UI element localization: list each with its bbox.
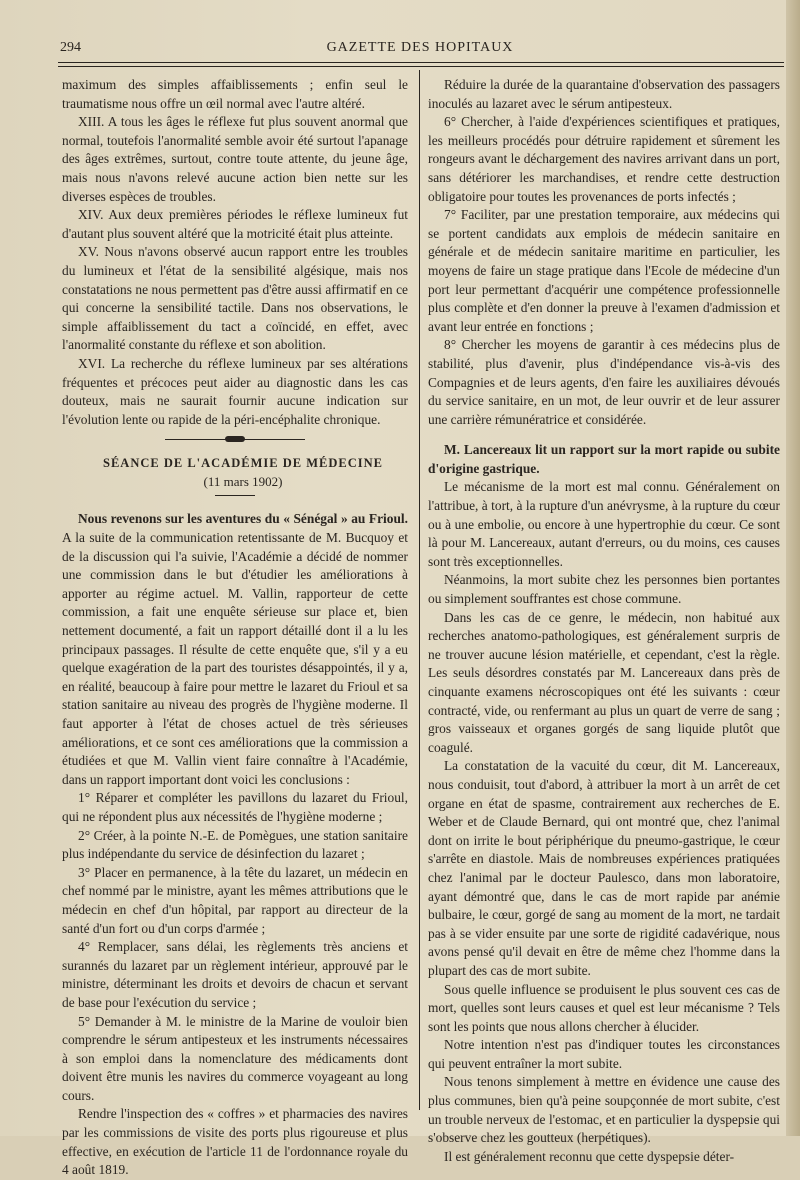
report-lead: M. Lancereaux lit un rapport sur la mort rapide ou subite d'origine gastrique. [428, 442, 780, 476]
conclusion-item: 3° Placer en permanence, à la tête du lazaret, un médecin en chef nommé par le ministre, ayant les mêmes attributions que le médecin en chef d'un hôpital, par rapport au directeur de la santé d'un fort ou d'un corps d'armée ; [62, 864, 408, 936]
conclusion-item: 2° Créer, à la pointe N.-E. de Pomègues, une station sanitaire plus indépendante du service de désinfection du lazaret ; [62, 827, 408, 862]
conclusion-item: 1° Réparer et compléter les pavillons du lazaret du Frioul, qui ne répondent plus aux nécessités de l'hygiène moderne ; [62, 790, 408, 824]
section-underline [215, 495, 255, 496]
left-column [62, 76, 408, 1180]
page-edge [786, 0, 800, 1136]
paragraph-body: A la suite de la communication retentissante de M. Bucquoy et de la discussion qui l'a suivie, l'Académie a décidé de nommer une commission dans le but d'étudier les améliorations à apporter au régime actuel. M. Vallin, rapporteur de cette commission, a fait une enquête sérieuse sur place et, bien nettement documenté, a fait un rapport détaillé dont il a lu les principaux passages. Il résulte de cette enquête que, s'il y a eu quelque exagération de la part des touristes désappointés, il y a, en réalité, beaucoup à faire pour mettre le lazaret du Frioul et sa station sanitaire au niveau des progrès de l'hygiène moderne. Il faut apporter à l'état de choses actuel de très sérieuses améliorations, et ce sont ces améliorations que la commission a étudiées et que M. Vallin vient faire connaître à l'Académie, dans un rapport important dont voici les conclusions : [62, 530, 408, 787]
paragraph: Rendre l'inspection des « coffres » et pharmacies des navires par les commissions de visite des ports plus rigoureuse et plus effective, en exécution de l'article 11 de l'ordonnance royale du 4 août 1819. [62, 1106, 408, 1178]
paragraph: XV. Nous n'avons observé aucun rapport entre les troubles du lumineux et l'état de la sensibilité algésique, mais nos constatations ne nous permettent pas d'être aussi affirmatif en ce qui concerne la sensibilité tactile. Dans nos observations, le simple affaiblissement du tact a coïncidé, en effet, avec l'anormalité constante du réflexe et son abolition. [62, 244, 408, 353]
paragraph: maximum des simples affaiblissements ; enfin seul le traumatisme nous offre un œil normal avec l'autre altéré. [62, 77, 408, 111]
right-column [428, 76, 780, 1166]
paragraph: Néanmoins, la mort subite chez les personnes bien portantes ou simplement souffrantes est chose commune. [428, 572, 780, 607]
page-number: 294 [60, 40, 81, 55]
section-title: SÉANCE DE L'ACADÉMIE DE MÉDECINE [103, 456, 383, 471]
header-rule-top [58, 62, 784, 63]
paragraph: Il est généralement reconnu que cette dyspepsie déter- [444, 1148, 735, 1164]
paragraph [62, 510, 408, 789]
section-date: (11 mars 1902) [203, 473, 283, 489]
journal-title: GAZETTE DES HOPITAUX [326, 40, 514, 55]
header-rule-bottom [58, 66, 784, 67]
conclusion-item: 7° Faciliter, par une prestation temporaire, aux médecins qui se portent candidats aux emplois de médecin sanitaire en générale et de médecin sanitaire maritime en particulier, les moyens de faire un stage pratique dans l'Ecole de médecine d'un port leur permettant d'acquérir une compétence professionnelle plus complète et d'en donner la preuve à l'examen d'admission et avant leur entrée en fonctions ; [428, 207, 780, 334]
lead-text: Nous revenons sur les aventures du « Sénégal » au Frioul. [78, 511, 408, 527]
conclusion-item: 6° Chercher, à l'aide d'expériences scientifiques et pratiques, les meilleurs procédés pour détruire rapidement et sûrement les rongeurs avant le déchargement des navires arrivant dans un port, sans détériorer les marchandises, et rendre cette destruction obligatoire pour toutes les provenances de ports infectés ; [428, 114, 780, 204]
paragraph: Réduire la durée de la quarantaine d'observation des passagers inoculés au lazaret avec le sérum antipesteux. [428, 77, 780, 111]
paragraph: Notre intention n'est pas d'indiquer toutes les circonstances qui peuvent entraîner la mort subite. [428, 1037, 780, 1071]
paragraph: Sous quelle influence se produisent le plus souvent ces cas de mort, quelles sont leurs causes et quel est leur mécanisme ? Tels sont les points que nous allons chercher à élucider. [428, 981, 780, 1034]
conclusion-item: 8° Chercher les moyens de garantir à ces médecins plus de stabilité, plus d'avenir, plus d'indépendance vis-à-vis des Compagnies et de leurs agents, d'en faire les auxiliaires dévoués du service sanitaire, en un mot, de leur ouvrir et de leur assurer une carrière rémunératrice et considérée. [428, 337, 780, 427]
paragraph: Le mécanisme de la mort est mal connu. Généralement on l'attribue, à tort, à la rupture d'un anévrysme, à la rupture du cœur ou à une embolie, ou encore à une hypertrophie du cœur. Ce sont là pour M. Lancereaux, autant d'erreurs, ou du moins, ces causes sont très exceptionnelles. [428, 479, 780, 569]
paragraph: Nous tenons simplement à mettre en évidence une cause des plus communes, bien qu'à peine soupçonnée de mort subite, c'est un trouble nerveux de l'estomac, et en particulier la dyspepsie qui s'observe chez les goutteux (herpétiques). [428, 1074, 780, 1146]
paragraph: XIII. A tous les âges le réflexe fut plus souvent anormal que normal, toutefois l'anormalité semble avoir été surtout l'apanage des âges extrêmes, surtout, contre toute attente, du jeune âge, mais nous n'avons relevé aucune action bien nette sur les diverses espèces de troubles. [62, 114, 408, 204]
paragraph: XIV. Aux deux premières périodes le réflexe lumineux fut d'autant plus souvent altéré que la motricité était plus atteinte. [62, 207, 408, 241]
paragraph: La constatation de la vacuité du cœur, dit M. Lancereaux, nous conduisit, tout d'abord, à attribuer la mort à un arrêt de cet organe en état de spasme, contrairement aux recherches de E. Weber et de Claude Bernard, qui ont montré que, chez l'animal dont on irrite le bout périphérique du pneumo-gastrique, le cœur s'arrête en diastole. Mais de nombreuses expériences pratiquées chez l'animal par le docteur Paulesco, dans mon laboratoire, ayant démontré que, dans le cas de mort rapide par anémie bulbaire, le cœur, gorgé de sang au moment de la mort, ne tardait pas à se vider ensuite par une sorte de rigidité cadavérique, nous avons pensé qu'il devait en être de même chez l'homme dans la plupart des cas de mort subite. [428, 758, 780, 978]
conclusion-item: 5° Demander à M. le ministre de la Marine de vouloir bien comprendre le sérum antipesteux et les instruments nécessaires à son emploi dans la nomenclature des médicaments dont doivent être munis les navires du commerce voyageant au long cours. [62, 1013, 408, 1103]
paragraph: XVI. La recherche du réflexe lumineux par ses altérations fréquentes et précoces peut aider au diagnostic dans les cas douteux, mais ne saurait fournir aucune indication sur l'évolution lente ou rapide de la péri-encéphalite chronique. [62, 355, 408, 427]
page-header [56, 38, 784, 60]
column-divider [419, 70, 420, 1110]
paragraph: Dans les cas de ce genre, le médecin, non habitué aux recherches anatomo-pathologiques, est généralement surpris de ne trouver aucune lésion matérielle, et cependant, c'est la règle. Les seuls désordres constatés par M. Lancereaux dans près de cinquante examens nécroscopiques ont été les suivants : cœur contracté, vide, ou renfermant au plus un quart de verre de sang ; gros vaisseaux et organes gorgés de sang liquide plutôt que coagulé. [428, 609, 780, 755]
section-separator [165, 439, 305, 440]
conclusion-item: 4° Remplacer, sans délai, les règlements très anciens et surannés du lazaret par un règlement intérieur, approuvé par le ministre, déterminant les droits et devoirs de chacun et servant de base pour l'exécution du service ; [62, 939, 408, 1010]
